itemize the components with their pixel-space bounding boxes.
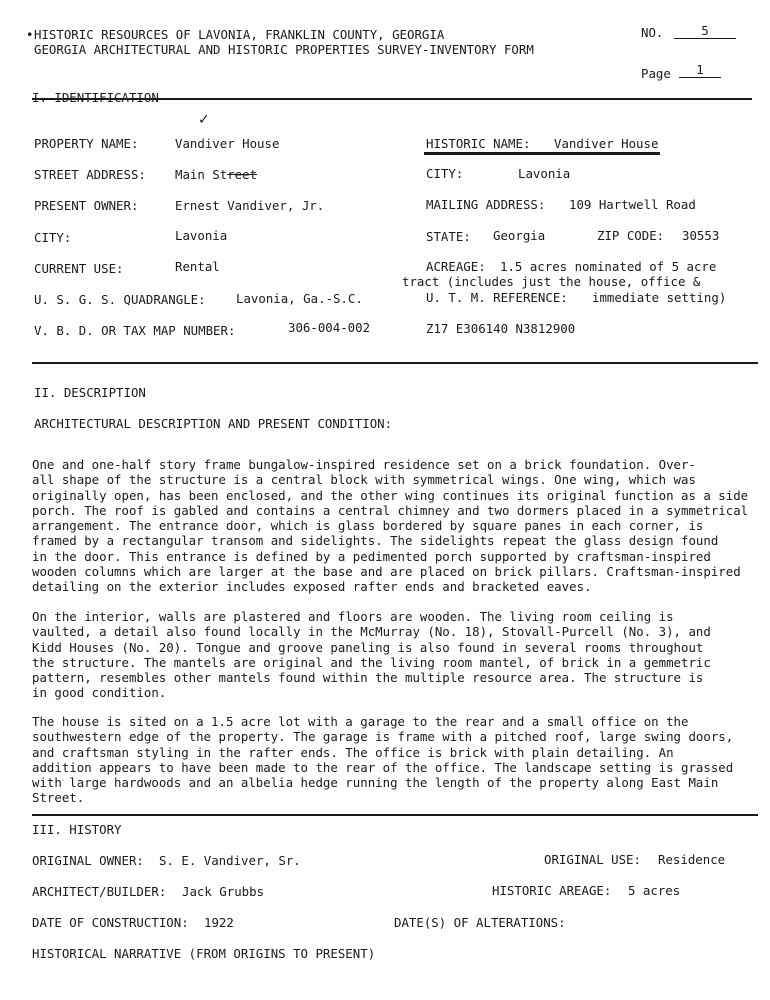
date-of-construction-label: DATE OF CONSTRUCTION: xyxy=(32,915,189,930)
description-paragraph-1: One and one-half story frame bungalow-inspired residence set on a brick foundation. Over- all shape of the structure is a central block with symmetrical wings. One wing, which was originally open, has been enclosed, and the other wing continues its original function as a side porch. The roof is gabled and contains a central chimney and two dormers placed in a symmetrical arrangement. The entrance door, which is glass bordered by square panes in each corner, is framed by a rectangular transom and sidelights. The sidelights repeat the glass design found in the door. This entrance is defined by a pedimented porch supported by craftsman-inspired wooden columns which are larger at the base and are placed on brick pillars. Craftsman-inspired detailing on the exterior includes exposed rafter ends and bracketed eaves. xyxy=(32,457,749,595)
section-rule xyxy=(32,814,758,816)
mailing-address-value: 109 Hartwell Road xyxy=(569,197,696,212)
current-use-value: Rental xyxy=(175,259,220,274)
present-owner-label: PRESENT OWNER: xyxy=(34,198,139,213)
current-use-label: CURRENT USE: xyxy=(34,261,124,276)
section-history-heading: III. HISTORY xyxy=(32,822,122,837)
property-name-value: Vandiver House xyxy=(175,136,280,151)
form-title-line-1: HISTORIC RESOURCES OF LAVONIA, FRANKLIN COUNTY, GEORGIA xyxy=(34,27,445,42)
original-use-label: ORIGINAL USE: xyxy=(544,852,641,867)
bullet-mark: • xyxy=(26,27,34,42)
zip-code-label: ZIP CODE: xyxy=(597,228,665,243)
city-left-label: CITY: xyxy=(34,230,72,245)
date-of-alterations-label: DATE(S) OF ALTERATIONS: xyxy=(394,915,566,930)
historic-name-underline xyxy=(424,152,660,155)
original-owner-value: S. E. Vandiver, Sr. xyxy=(159,853,301,868)
historic-acreage-label: HISTORIC AREAGE: xyxy=(492,883,612,898)
quadrangle-value: Lavonia, Ga.-S.C. xyxy=(236,291,363,306)
tax-map-label: V. B. D. OR TAX MAP NUMBER: xyxy=(34,323,236,338)
historical-narrative-label: HISTORICAL NARRATIVE (FROM ORIGINS TO PRESENT) xyxy=(32,946,376,961)
state-value: Georgia xyxy=(493,228,546,243)
date-of-construction-value: 1922 xyxy=(204,915,234,930)
property-name-label: PROPERTY NAME: xyxy=(34,136,139,151)
form-number-label: NO. xyxy=(641,25,664,40)
present-owner-value: Ernest Vandiver, Jr. xyxy=(175,198,325,213)
city-right-value: Lavonia xyxy=(518,166,571,181)
architectural-description-heading: ARCHITECTURAL DESCRIPTION AND PRESENT CONDITION: xyxy=(34,416,393,431)
form-title-line-2: GEORGIA ARCHITECTURAL AND HISTORIC PROPERTIES SURVEY-INVENTORY FORM xyxy=(34,42,534,57)
acreage-value-line-2: tract (includes just the house, office & xyxy=(402,274,701,289)
historic-name-value: Vandiver House xyxy=(554,136,659,151)
tax-map-value: 306-004-002 xyxy=(288,320,371,335)
description-paragraph-2: On the interior, walls are plastered and floors are wooden. The living room ceiling is vaulted, a detail also found locally in the McMurray (No. 18), Stovall-Purcell (No. 3), and Kidd Houses (No. 20). Tongue and groove paneling is also found in several rooms throughout the structure. The mantels are original and the living room mantel, of brick in a gemmetric pattern, resembles other mantels found within the multiple resource area. The structure is in good condition. xyxy=(32,609,711,701)
state-label: STATE: xyxy=(426,229,471,244)
original-use-value: Residence xyxy=(658,852,726,867)
quadrangle-label: U. S. G. S. QUADRANGLE: xyxy=(34,292,206,307)
zip-code-value: 30553 xyxy=(682,228,720,243)
street-address-value xyxy=(175,167,257,182)
utm-reference-value: Z17 E306140 N3812900 xyxy=(426,321,576,336)
architect-builder-value: Jack Grubbs xyxy=(182,884,265,899)
section-rule xyxy=(32,98,752,100)
acreage-label: ACREAGE: xyxy=(426,259,486,274)
city-right-label: CITY: xyxy=(426,166,464,181)
section-rule xyxy=(32,362,758,364)
page-label: Page xyxy=(641,66,671,81)
section-description-heading: II. DESCRIPTION xyxy=(34,385,146,400)
street-address-part-1: Main St xyxy=(175,167,228,182)
utm-reference-label: U. T. M. REFERENCE: xyxy=(426,290,568,305)
mailing-address-label: MAILING ADDRESS: xyxy=(426,197,546,212)
historic-acreage-value: 5 acres xyxy=(628,883,681,898)
form-number-value: 5 xyxy=(674,23,736,39)
street-address-part-2: reet xyxy=(227,167,258,182)
check-mark: ✓ xyxy=(198,112,210,128)
historic-name-label: HISTORIC NAME: xyxy=(426,136,531,151)
original-owner-label: ORIGINAL OWNER: xyxy=(32,853,144,868)
page-number: 1 xyxy=(679,62,721,78)
architect-builder-label: ARCHITECT/BUILDER: xyxy=(32,884,167,899)
street-address-label: STREET ADDRESS: xyxy=(34,167,146,182)
acreage-value-line-3: immediate setting) xyxy=(592,290,727,305)
acreage-value-line-1: 1.5 acres nominated of 5 acre xyxy=(500,259,717,274)
city-left-value: Lavonia xyxy=(175,228,228,243)
description-paragraph-3: The house is sited on a 1.5 acre lot with a garage to the rear and a small office on the southwestern edge of the property. The garage is frame with a pitched roof, large swing doors, and craftsman styling in the rafter ends. The office is brick with plain detailing. An addition appears to have been made to the rear of the office. The landscape setting is grassed with large hardwoods and an albelia hedge running the length of the property along East Main Street. xyxy=(32,714,734,806)
